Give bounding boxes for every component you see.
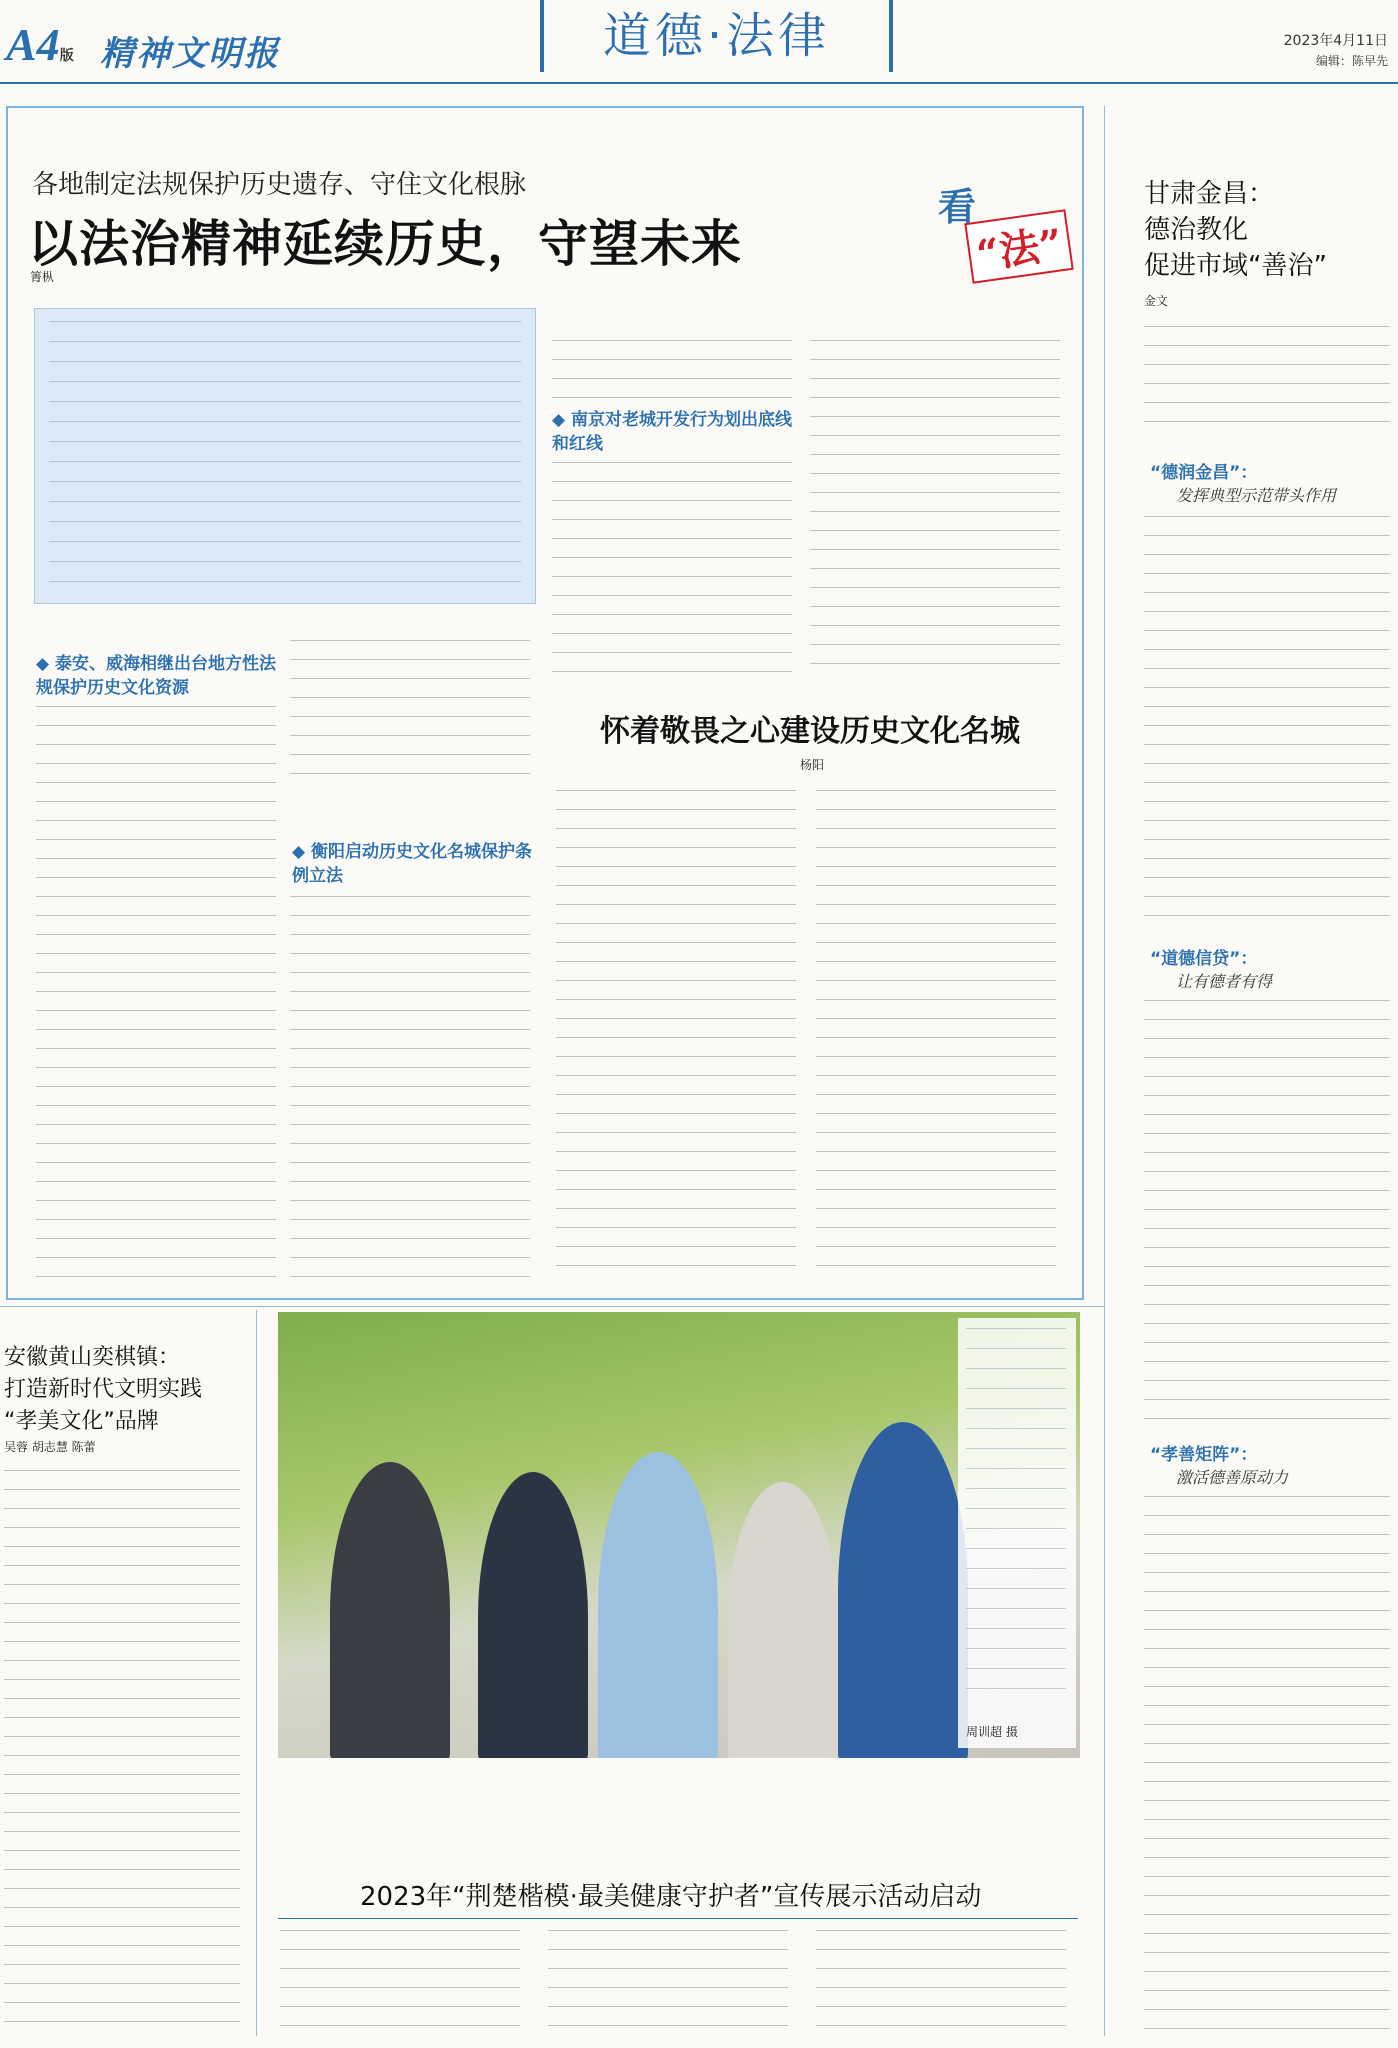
body-text [552,340,792,400]
right-subhead-1: “德润金昌”： 发挥典型示范带头作用 [1150,463,1337,505]
kan-fa-badge: 看 “法” [928,172,1048,272]
bottom-left-title: 安徽黄山奕棋镇： 打造新时代文明实践 “孝美文化”品牌 [4,1345,203,1434]
right-story-byline: 金文 [1144,294,1169,308]
main-headline: 以法治精神延续历史，守望未来 [28,215,742,273]
right-body-text [1144,1000,1390,1420]
bottom-story-body [548,1930,788,2030]
right-subhead-2: “道德信贷”： 让有德者有得 [1150,949,1273,991]
subhead-taian-weihai: ◆ 泰安、威海相继出台地方性法规保护历史文化资源 [36,654,276,698]
bottom-story-body [816,1930,1066,2030]
body-text [36,706,276,1284]
commentary-text [556,790,796,1270]
right-subhead-3: “孝善矩阵”： 激活德善原动力 [1150,1445,1289,1487]
body-text [810,340,1060,672]
right-body-text [1144,516,1390,930]
bottom-story-rule [278,1918,1078,1919]
main-byline: 箐枞 [30,270,55,284]
page-number: A4版 [6,19,74,70]
body-text [552,462,792,672]
bottom-left-byline: 吴蓉 胡志慧 陈蕾 [4,1440,96,1454]
body-text [290,896,530,1284]
news-photo [278,1312,1080,1758]
right-body-text [1144,326,1390,440]
body-text [290,640,530,790]
column-divider [1104,106,1105,2036]
right-body-text [1144,1496,1390,2036]
bottom-story-title: 2023年“荆楚楷模·最美健康守护者”宣传展示活动启动 [360,1882,982,1912]
bottom-left-body [4,1470,240,2036]
section-banner: 道德·法律 [540,0,893,72]
newspaper-name: 精神文明报 [100,34,280,74]
row-divider [0,1306,1104,1307]
commentary-text [816,790,1056,1270]
commentary-byline: 杨阳 [800,758,825,772]
subhead-hengyang: ◆ 衡阳启动历史文化名城保护条例立法 [292,842,532,886]
issue-date: 2023年4月11日 [1283,33,1388,49]
intro-box [34,308,536,604]
bottom-story-body [280,1930,520,2030]
column-divider [256,1310,257,2036]
subhead-nanjing: ◆ 南京对老城开发行为划出底线和红线 [552,410,792,454]
main-kicker: 各地制定法规保护历史遗存、守住文化根脉 [32,170,527,200]
photo-caption: 周训超 摄 [958,1318,1076,1748]
editor-credit: 编辑：陈早先 [1315,54,1388,68]
right-story-title: 甘肃金昌： 德治教化 促进市域“善治” [1144,179,1327,281]
commentary-title: 怀着敬畏之心建设历史文化名城 [600,714,1020,749]
